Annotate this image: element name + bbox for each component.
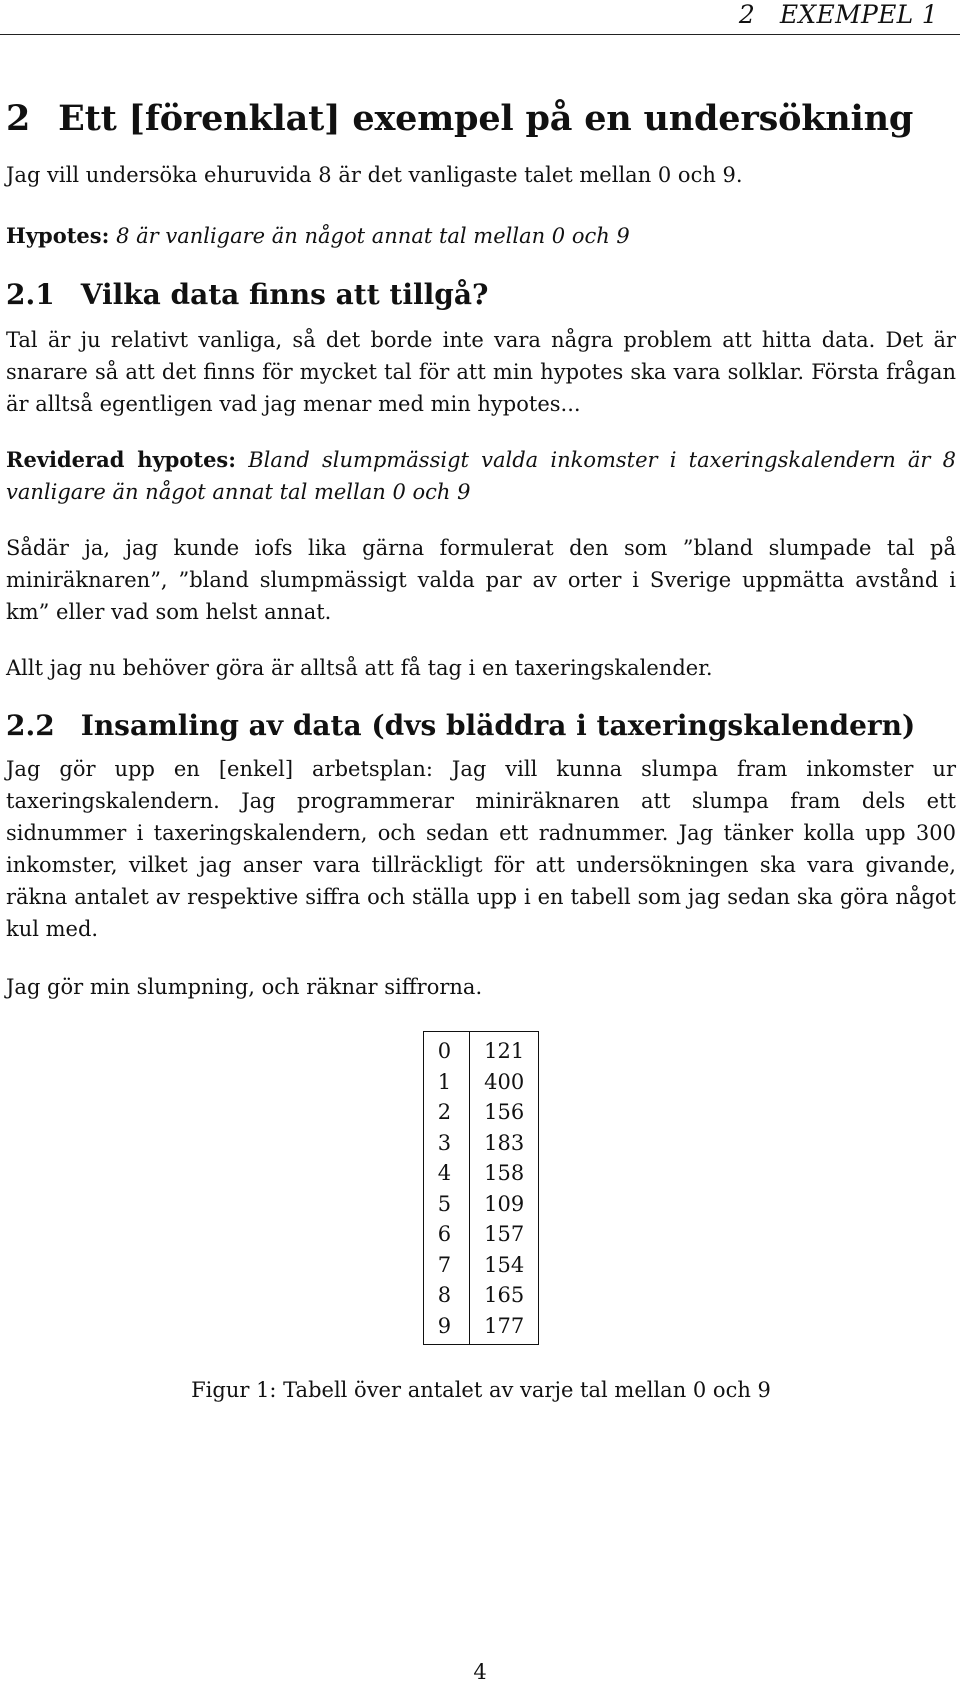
digit-cell: 7 xyxy=(423,1250,469,1281)
count-cell: 158 xyxy=(484,1161,525,1185)
section-title: Ett [förenklat] exempel på en undersökning xyxy=(58,98,914,139)
digit-count-table xyxy=(423,1031,539,1345)
subsection-heading-2 xyxy=(6,706,956,746)
section-heading xyxy=(6,89,956,149)
revised-hypothesis-label: Reviderad hypotes: xyxy=(6,447,236,472)
revised-hypothesis-paragraph xyxy=(6,444,956,508)
digit-cell: 3 xyxy=(423,1128,469,1159)
sub1-paragraph-2: Sådär ja, jag kunde iofs lika gärna formulerat den som ”bland slumpade tal på miniräknaren”, ”bland slumpmässigt valda par av orter i Sverige uppmätta avstånd i km” eller vad som helst annat. xyxy=(6,536,956,624)
table-row xyxy=(423,1250,538,1281)
page-number: 4 xyxy=(473,1660,487,1684)
hypothesis-label: Hypotes: xyxy=(6,223,110,248)
digit-cell: 2 xyxy=(423,1097,469,1128)
count-cell: 165 xyxy=(484,1283,525,1307)
sub2-paragraph: Jag gör upp en [enkel] arbetsplan: Jag vill kunna slumpa fram inkomster ur taxeringskalendern. Jag programmerar miniräknaren att slumpa fram dels ett sidnummer i taxeringskalendern, och sedan ett radnummer. Jag tänker kolla upp 300 inkomster, vilket jag anser vara tillräckligt för att undersökningen ska vara givande, räkna antalet av respektive siffra och ställa upp i en tabell som jag sedan ska göra något kul med. xyxy=(6,757,956,941)
count-cell: 154 xyxy=(484,1252,525,1277)
table-row xyxy=(423,1128,538,1159)
count-cell: 177 xyxy=(484,1313,525,1338)
table-wrapper xyxy=(6,1031,956,1345)
digit-cell: 9 xyxy=(423,1311,469,1345)
figure-caption: Figur 1: Tabell över antalet av varje tal mellan 0 och 9 xyxy=(191,1378,771,1402)
sub1-paragraph: Tal är ju relativt vanliga, så det borde inte vara några problem att hitta data. Det är snarare så att det finns för mycket tal för att min hypotes ska vara solklar. Första frågan är alltså egentligen vad jag menar med min hypotes... xyxy=(6,328,956,416)
count-cell: 156 xyxy=(484,1100,525,1124)
table-row xyxy=(423,1311,538,1345)
digit-cell: 6 xyxy=(423,1219,469,1250)
digit-cell: 8 xyxy=(423,1280,469,1311)
table-row xyxy=(423,1219,538,1250)
subsection-number-1: 2.1 xyxy=(6,278,55,311)
digit-cell: 4 xyxy=(423,1158,469,1189)
digit-cell: 0 xyxy=(423,1032,469,1067)
hypothesis-paragraph xyxy=(6,220,956,252)
table-row xyxy=(423,1032,538,1067)
subsection-heading-1 xyxy=(6,275,956,315)
subsection-title-1: Vilka data finns att tillgå? xyxy=(80,278,489,311)
count-cell: 121 xyxy=(484,1039,525,1063)
sub1-paragraph-3: Allt jag nu behöver göra är alltså att få tag i en taxeringskalender. xyxy=(6,656,713,680)
page-body xyxy=(6,89,956,1405)
section-number: 2 xyxy=(6,98,31,139)
table-row xyxy=(423,1280,538,1311)
count-cell: 109 xyxy=(484,1191,525,1216)
count-cell: 400 xyxy=(484,1069,525,1094)
subsection-title-2: Insamling av data (dvs bläddra i taxeringskalendern) xyxy=(80,709,916,742)
sub2-paragraph-2: Jag gör min slumpning, och räknar siffrorna. xyxy=(6,975,483,999)
digit-cell: 1 xyxy=(423,1067,469,1098)
count-cell: 183 xyxy=(484,1130,525,1155)
table-row xyxy=(423,1067,538,1098)
table-row xyxy=(423,1097,538,1128)
revised-hypothesis-text: Bland slumpmässigt valda inkomster i taxeringskalendern är 8 vanligare än något annat tal mellan 0 och 9 xyxy=(6,448,956,504)
subsection-number-2: 2.2 xyxy=(6,709,55,742)
intro-paragraph: Jag vill undersöka ehuruvida 8 är det vanligaste talet mellan 0 och 9. xyxy=(6,163,743,187)
digit-cell: 5 xyxy=(423,1189,469,1220)
running-head-text: 2 EXEMPEL 1 xyxy=(738,0,938,29)
table-row xyxy=(423,1189,538,1220)
running-head xyxy=(0,0,960,35)
count-cell: 157 xyxy=(484,1222,525,1246)
table-row xyxy=(423,1158,538,1189)
hypothesis-text: 8 är vanligare än något annat tal mellan 0 och 9 xyxy=(116,224,630,248)
